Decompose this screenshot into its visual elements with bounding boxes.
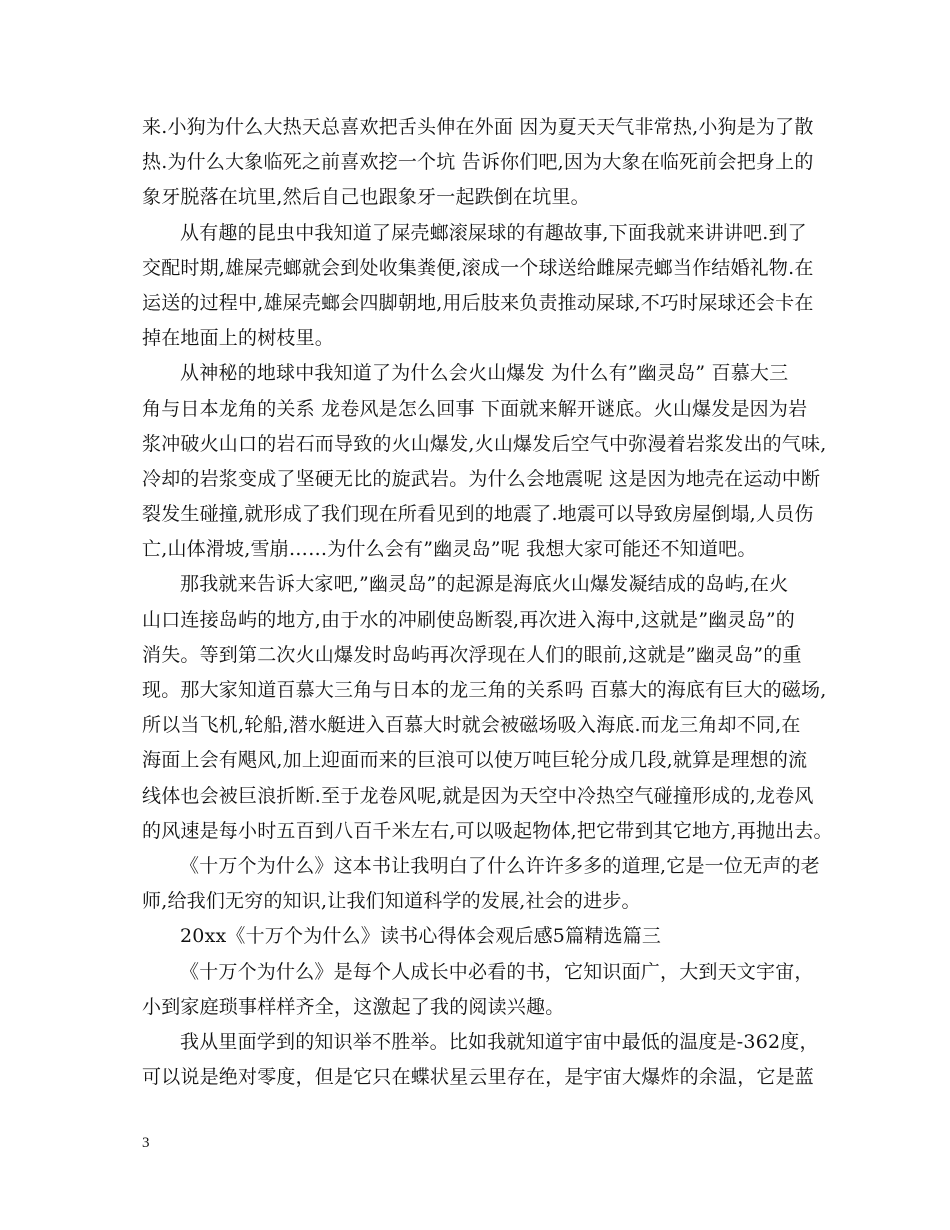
text-line: 亡,山体滑坡,雪崩……为什么会有”幽灵岛”呢 我想大家可能还不知道吧。 — [142, 538, 757, 561]
text-line: 热.为什么大象临死之前喜欢挖一个坑 告诉你们吧,因为大象在临死前会把身上的 — [142, 151, 814, 174]
page-number: 3 — [142, 1135, 150, 1151]
text-line: 象牙脱落在坑里,然后自己也跟象牙一起跌倒在坑里。 — [142, 186, 590, 209]
text-line: 从有趣的昆虫中我知道了屎壳螂滚屎球的有趣故事,下面我就来讲讲吧.到了 — [180, 221, 807, 244]
text-line: 线体也会被巨浪折断.至于龙卷风呢,就是因为天空中冷热空气碰撞形成的,龙卷风 — [142, 784, 814, 807]
text-line: 的风速是每小时五百到八百千米左右,可以吸起物体,把它带到其它地方,再抛出去。 — [142, 819, 833, 842]
text-line: 海面上会有飓风,加上迎面而来的巨浪可以使万吨巨轮分成几段,就算是理想的流 — [142, 749, 808, 772]
text-line: 小到家庭琐事样样齐全，这激起了我的阅读兴趣。 — [142, 995, 565, 1018]
text-line: 交配时期,雄屎壳螂就会到处收集粪便,滚成一个球送给雌屎壳螂当作结婚礼物.在 — [142, 256, 814, 279]
text-line: 我从里面学到的知识举不胜举。比如我就知道宇宙中最低的温度是-362度， — [180, 1030, 819, 1053]
text-line: 《十万个为什么》这本书让我明白了什么许许多多的道理,它是一位无声的老 — [180, 854, 820, 877]
text-line: 现。那大家知道百慕大三角与日本的龙三角的关系吗 百慕大的海底有巨大的磁场, — [142, 679, 827, 701]
text-line: 所以当飞机,轮船,潜水艇进入百慕大时就会被磁场吸入海底.而龙三角却不同,在 — [142, 714, 801, 737]
text-line: 可以说是绝对零度，但是它只在蝶状星云里存在，是宇宙大爆炸的余温，它是蓝 — [142, 1066, 815, 1089]
text-line: 山口连接岛屿的地方,由于水的冲刷使岛断裂,再次进入海中,这就是”幽灵岛”的 — [142, 608, 795, 631]
text-line: 从神秘的地球中我知道了为什么会火山爆发 为什么有”幽灵岛” 百慕大三 — [180, 362, 789, 385]
text-line: 来.小狗为什么大热天总喜欢把舌头伸在外面 因为夏天天气非常热,小狗是为了散 — [142, 116, 814, 138]
text-line: 浆冲破火山口的岩石而导致的火山爆发,火山爆发后空气中弥漫着岩浆发出的气味, — [142, 432, 827, 455]
text-line: 掉在地面上的树枝里。 — [142, 327, 335, 350]
body-text — [142, 110, 833, 1095]
text-line: 运送的过程中,雄屎壳螂会四脚朝地,用后肢来负责推动屎球,不巧时屎球还会卡在 — [142, 291, 814, 314]
text-line: 角与日本龙角的关系 龙卷风是怎么回事 下面就来解开谜底。火山爆发是因为岩 — [142, 397, 808, 420]
text-line: 师,给我们无穷的知识,让我们知道科学的发展,社会的进步。 — [142, 890, 641, 913]
text-line: 20xx《十万个为什么》读书心得体会观后感5篇精选篇三 — [180, 925, 662, 948]
text-line: 裂发生碰撞,就形成了我们现在所看见到的地震了.地震可以导致房屋倒塌,人员伤 — [142, 503, 814, 526]
text-line: 那我就来告诉大家吧,”幽灵岛”的起源是海底火山爆发凝结成的岛屿,在火 — [180, 573, 789, 596]
text-line: 消失。等到第二次火山爆发时岛屿再次浮现在人们的眼前,这就是”幽灵岛”的重 — [142, 643, 802, 666]
text-line: 冷却的岩浆变成了坚硬无比的旋武岩。为什么会地震呢 这是因为地壳在运动中断 — [142, 467, 821, 490]
text-line: 《十万个为什么》是每个人成长中必看的书，它知识面广，大到天文宇宙， — [180, 960, 814, 983]
